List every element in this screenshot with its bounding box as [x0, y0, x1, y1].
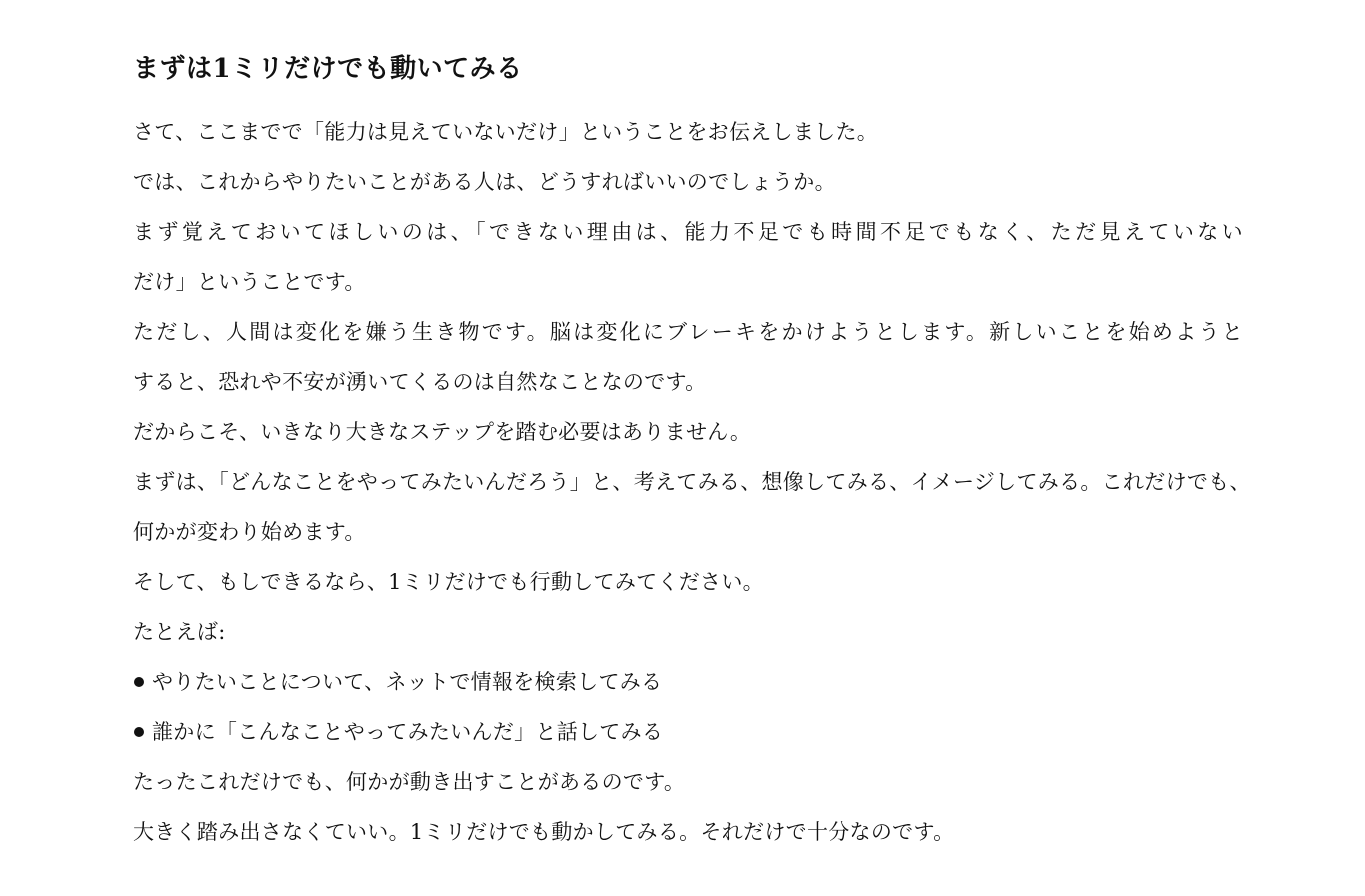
article-body	[133, 107, 1251, 857]
bullet-icon	[134, 727, 144, 737]
article-heading: まずは1ミリだけでも動いてみる	[133, 54, 523, 84]
article	[133, 48, 1251, 857]
paragraph-act: そして、もしできるなら、1ミリだけでも行動してみてください。	[133, 570, 764, 594]
paragraph-question: では、これからやりたいことがある人は、どうすればいいのでしょうか。	[133, 170, 836, 194]
paragraph-imagine-line-2: 何かが変わり始めます。	[133, 520, 366, 544]
paragraph-something-moves: たったこれだけでも、何かが動き出すことがあるのです。	[133, 770, 686, 794]
paragraph-imagine-line-1: まずは、「どんなことをやってみたいんだろう」と、考えてみる、想像してみる、イメージしてみる。これだけでも、	[133, 470, 1251, 494]
paragraph-remember-line-1: まず覚えておいてほしいのは、「できない理由は、能力不足でも時間不足でもなく、ただ見えていない	[133, 220, 1243, 244]
paragraph-remember-line-2: だけ」ということです。	[133, 270, 366, 294]
list-item-text: やりたいことについて、ネットで情報を検索してみる	[152, 670, 663, 694]
paragraph-human-nature-line-2: すると、恐れや不安が湧いてくるのは自然なことなのです。	[133, 370, 707, 394]
paragraph-conclusion: 大きく踏み出さなくていい。1ミリだけでも動かしてみる。それだけで十分なのです。	[133, 820, 955, 844]
bullet-icon	[134, 677, 144, 687]
paragraph-no-big-step: だからこそ、いきなり大きなステップを踏む必要はありません。	[133, 420, 752, 444]
paragraph-human-nature-line-1: ただし、人間は変化を嫌う生き物です。脳は変化にブレーキをかけようとします。新しいことを始めようと	[133, 320, 1243, 344]
paragraph-example-intro: たとえば:	[133, 620, 226, 644]
list-item	[133, 657, 1243, 707]
paragraph-intro: さて、ここまでで「能力は見えていないだけ」ということをお伝えしました。	[133, 120, 879, 144]
list-item-text: 誰かに「こんなことやってみたいんだ」と話してみる	[152, 720, 664, 744]
list-item	[133, 707, 1243, 757]
